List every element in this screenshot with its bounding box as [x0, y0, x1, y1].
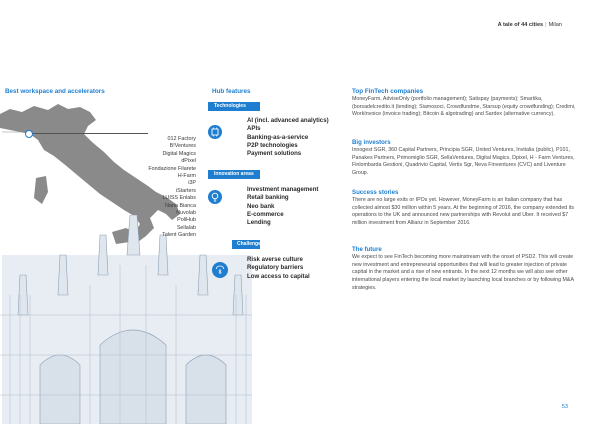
fintech-companies-text: MoneyFarm, AdviseOnly (portfolio management); Satispay (payments); Smartika, (borsadelcredito.it (lending); Siamosoci, Crowdfundme, Starsup (equity crowdfunding); Credimi, WorkInvoice (invoice trading); Bitcoin & algotrading) and Sardex (alternative currency).	[352, 96, 576, 118]
the-future-text: We expect to see FinTech becoming more mainstream with the onset of PSD2. This will create new investment and entrepreneurial opportunities that will lead to greater injection of private capital in the market and a rise of new entrants. In the next 12 months we will also see other international players entering the local market by launching local branches or by following M&A strategies.	[352, 254, 574, 291]
svg-text:$: $	[218, 269, 222, 276]
technology-item: APIs	[247, 125, 261, 133]
challenge-item: Risk averse culture	[247, 256, 303, 263]
accelerator-list	[148, 136, 196, 240]
accelerator-item: iStarters	[175, 187, 196, 194]
accelerator-item: Nuvolab	[176, 210, 196, 217]
big-investors-title: Big investors	[352, 139, 391, 146]
accelerator-item: Fondazione Filarete	[148, 165, 196, 172]
innovation-item: Retail banking	[247, 194, 289, 202]
accelerator-item: LUISS Enlabs	[162, 195, 196, 202]
innovation-icon	[208, 190, 222, 204]
accelerator-item: dPixel	[181, 158, 196, 165]
workspace-title: Best workspace and accelerators	[5, 88, 105, 95]
technology-item: Payment solutions	[247, 150, 302, 158]
accelerator-item: i3P	[188, 180, 196, 187]
challenges-list	[247, 256, 310, 281]
hub-features-title: Hub features	[212, 88, 251, 95]
technologies-icon	[208, 125, 222, 139]
milan-marker	[25, 130, 33, 138]
report-title: A tale of 44 cities	[497, 22, 544, 28]
innovation-list	[247, 186, 318, 227]
challenge-item: Low access to capital	[247, 272, 310, 280]
technology-item: Banking-as-a-service	[247, 133, 309, 141]
technology-item: AI (incl. advanced analytics)	[247, 117, 329, 124]
accelerator-item: PoliHub	[177, 217, 196, 224]
page-header	[498, 22, 562, 28]
big-investors-text: Innogest SGR, 360 Capital Partners, Principia SGR, United Ventures, Invitalia (public), P101, Panakes Partners, Primomiglio SGR, SellaVentures, Digital Magics, Dpixel, H - Farm Ventures, Finlombarda Gestioni, Quadrivio Capital, Vertis Sgr, Neva Finventures (CVC) and Liventure Group.	[352, 147, 575, 177]
header-separator: |	[545, 22, 547, 28]
technologies-tag: Technologies	[208, 102, 260, 111]
accelerator-item: 012 Factory	[167, 136, 196, 142]
success-stories-text: There are no large exits or IPOs yet. However, MoneyFarm is an Italian company that has collected almost $30 million within 5 years. At the beginning of 2016, the company extended its operations to the UK and announced new partnerships with Revolut and Uber. It received $7 million investment from Allianz in September 2016.	[352, 197, 575, 227]
accelerator-item: Sellalab	[176, 224, 196, 231]
accelerator-item: H-Farm	[177, 173, 196, 180]
fintech-companies-title: Top FinTech companies	[352, 88, 424, 95]
technologies-list	[247, 117, 329, 158]
success-stories-title: Success stories	[352, 189, 399, 196]
page-number: 53	[561, 404, 568, 410]
city-name: Milan	[548, 22, 562, 28]
marker-leader-line	[33, 133, 148, 134]
innovation-item: E-commerce	[247, 210, 284, 218]
challenge-item: Regulatory barriers	[247, 264, 304, 272]
innovation-item: Lending	[247, 219, 271, 227]
the-future-title: The future	[352, 246, 382, 253]
accelerator-item: Digital Magics	[162, 150, 196, 157]
innovation-item: Neo bank	[247, 202, 275, 210]
chip-icon	[208, 125, 222, 139]
money-icon	[212, 262, 228, 278]
accelerator-item: Talent Garden	[162, 232, 196, 239]
lightbulb-icon	[208, 190, 222, 204]
accelerator-item: B!Ventures	[169, 143, 196, 150]
challenges-tag: Challenges	[232, 240, 260, 249]
innovation-item: Investment management	[247, 186, 319, 193]
challenges-icon	[212, 262, 228, 278]
technology-item: P2P technologies	[247, 141, 298, 149]
accelerator-item: Nana Bianca	[165, 202, 196, 209]
innovation-areas-tag: Innovation areas	[208, 170, 260, 179]
